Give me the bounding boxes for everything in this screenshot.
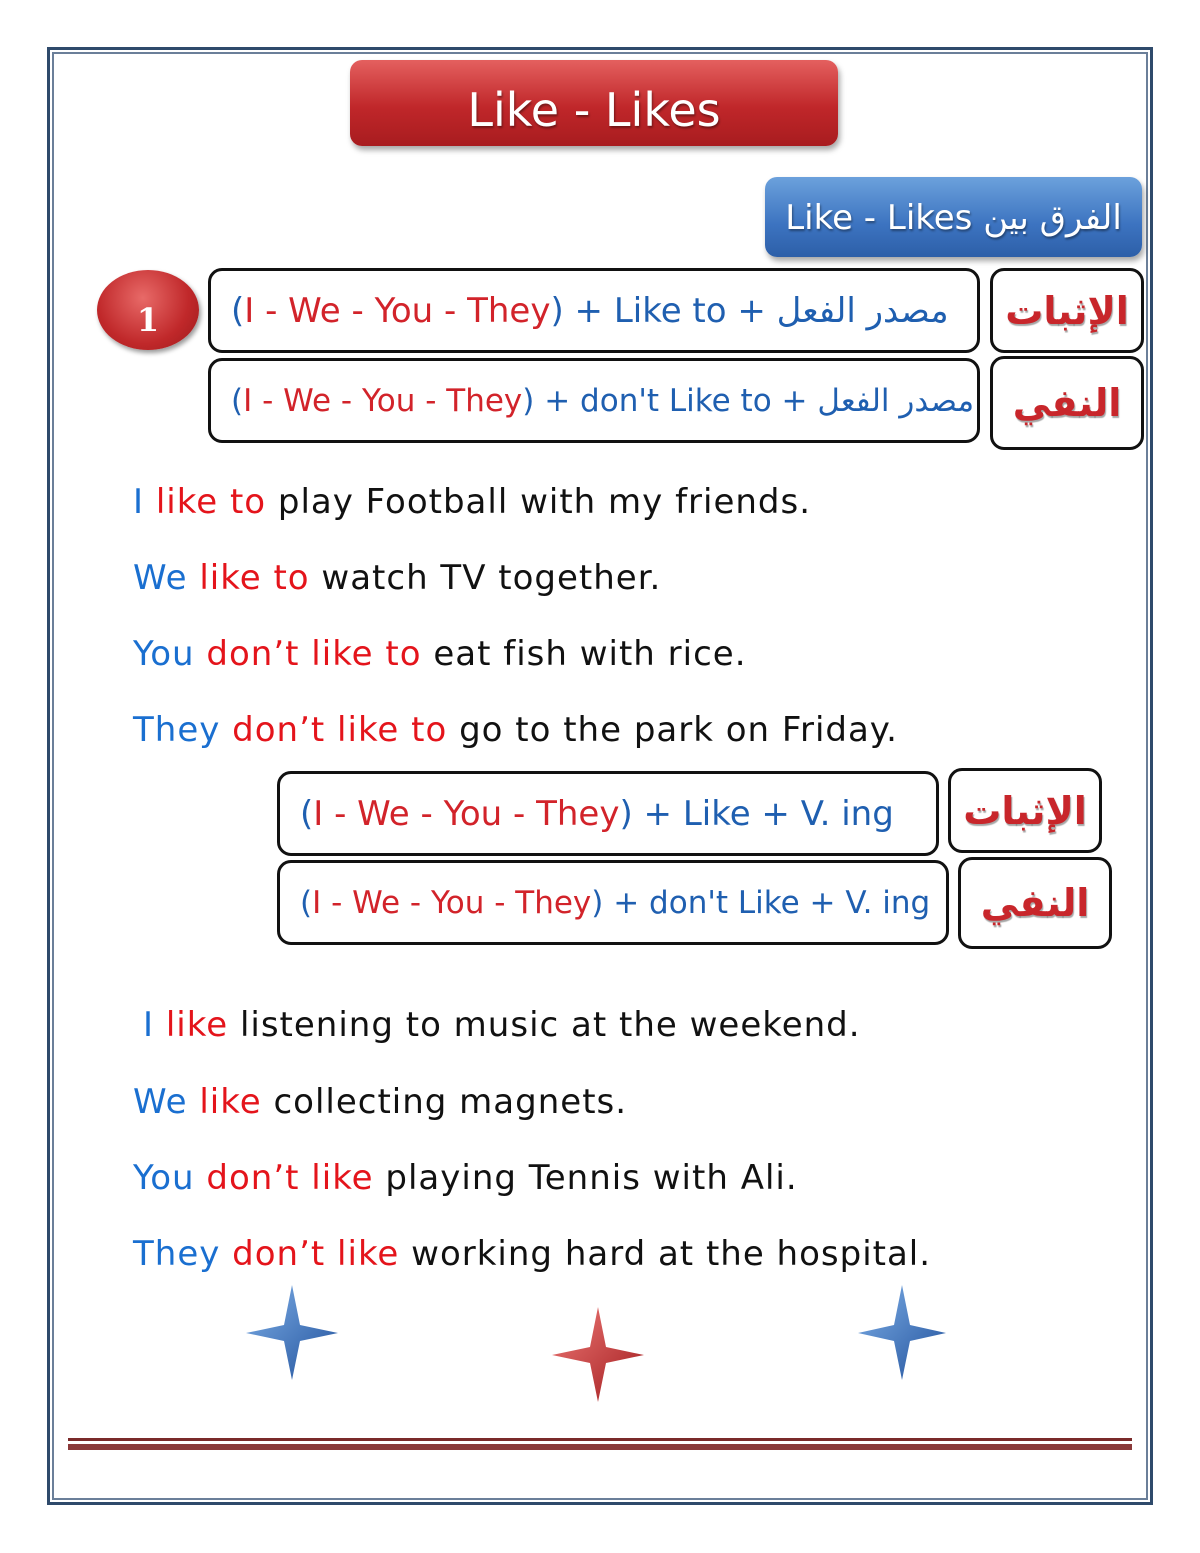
- affirmative-label: الإثبات: [948, 768, 1102, 853]
- negative-label: النفي: [990, 356, 1144, 450]
- star-icon: [858, 1285, 946, 1380]
- footer-divider: [68, 1438, 1132, 1444]
- example-sentence: You don’t like to eat fish with rice.: [133, 634, 747, 674]
- paren: (: [231, 290, 245, 331]
- subjects: I - We - You - They: [244, 290, 551, 331]
- example-sentence: I like to play Football with my friends.: [133, 482, 812, 522]
- example-sentence: We like to watch TV together.: [133, 558, 662, 598]
- paren: (: [300, 884, 313, 921]
- star-icon: [552, 1307, 644, 1402]
- formula-rest: ) + Like to + مصدر الفعل: [550, 290, 949, 331]
- formula-rest: ) + don't Like + V. ing: [591, 884, 931, 921]
- subjects: I - We - You - They: [312, 884, 592, 921]
- example-sentence: They don’t like working hard at the hospital.: [133, 1234, 932, 1274]
- paren: (: [231, 382, 244, 419]
- section-number-badge: 1: [97, 270, 199, 350]
- example-sentence: We like collecting magnets.: [133, 1082, 628, 1122]
- formula-rest: ) + don't Like to + مصدر الفعل: [522, 382, 975, 419]
- subjects: I - We - You - They: [313, 793, 620, 834]
- affirmative-label: الإثبات: [990, 268, 1144, 353]
- example-sentence: They don’t like to go to the park on Friday.: [133, 710, 898, 750]
- example-sentence: I like listening to music at the weekend.: [143, 1005, 861, 1045]
- negative-label: النفي: [958, 857, 1112, 949]
- example-sentence: You don’t like playing Tennis with Ali.: [133, 1158, 798, 1198]
- page-title: Like - Likes: [350, 60, 838, 146]
- paren: (: [300, 793, 314, 834]
- formula-rest: ) + Like + V. ing: [619, 793, 894, 834]
- subjects: I - We - You - They: [243, 382, 523, 419]
- star-icon: [246, 1285, 338, 1380]
- subtitle-banner: Like - Likes الفرق بين: [765, 177, 1142, 257]
